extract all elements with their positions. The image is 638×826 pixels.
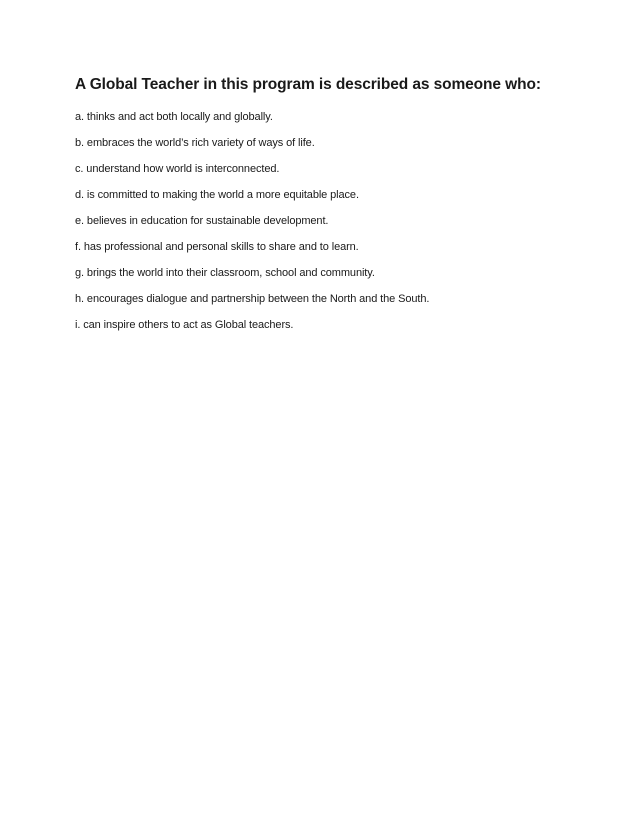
criteria-item-a: a. thinks and act both locally and globally. — [75, 111, 273, 123]
criteria-item-e: e. believes in education for sustainable development. — [75, 215, 329, 227]
criteria-item-g: g. brings the world into their classroom, school and community. — [75, 267, 375, 279]
criteria-item-c: c. understand how world is interconnected. — [75, 163, 280, 175]
criteria-item-h: h. encourages dialogue and partnership between the North and the South. — [75, 293, 430, 305]
criteria-item-i: i. can inspire others to act as Global teachers. — [75, 319, 294, 331]
criteria-item-f: f. has professional and personal skills to share and to learn. — [75, 241, 359, 253]
criteria-list — [75, 110, 429, 344]
document-title: A Global Teacher in this program is described as someone who: — [75, 76, 541, 93]
criteria-item-b: b. embraces the world’s rich variety of ways of life. — [75, 137, 315, 149]
criteria-item-d: d. is committed to making the world a more equitable place. — [75, 189, 359, 201]
